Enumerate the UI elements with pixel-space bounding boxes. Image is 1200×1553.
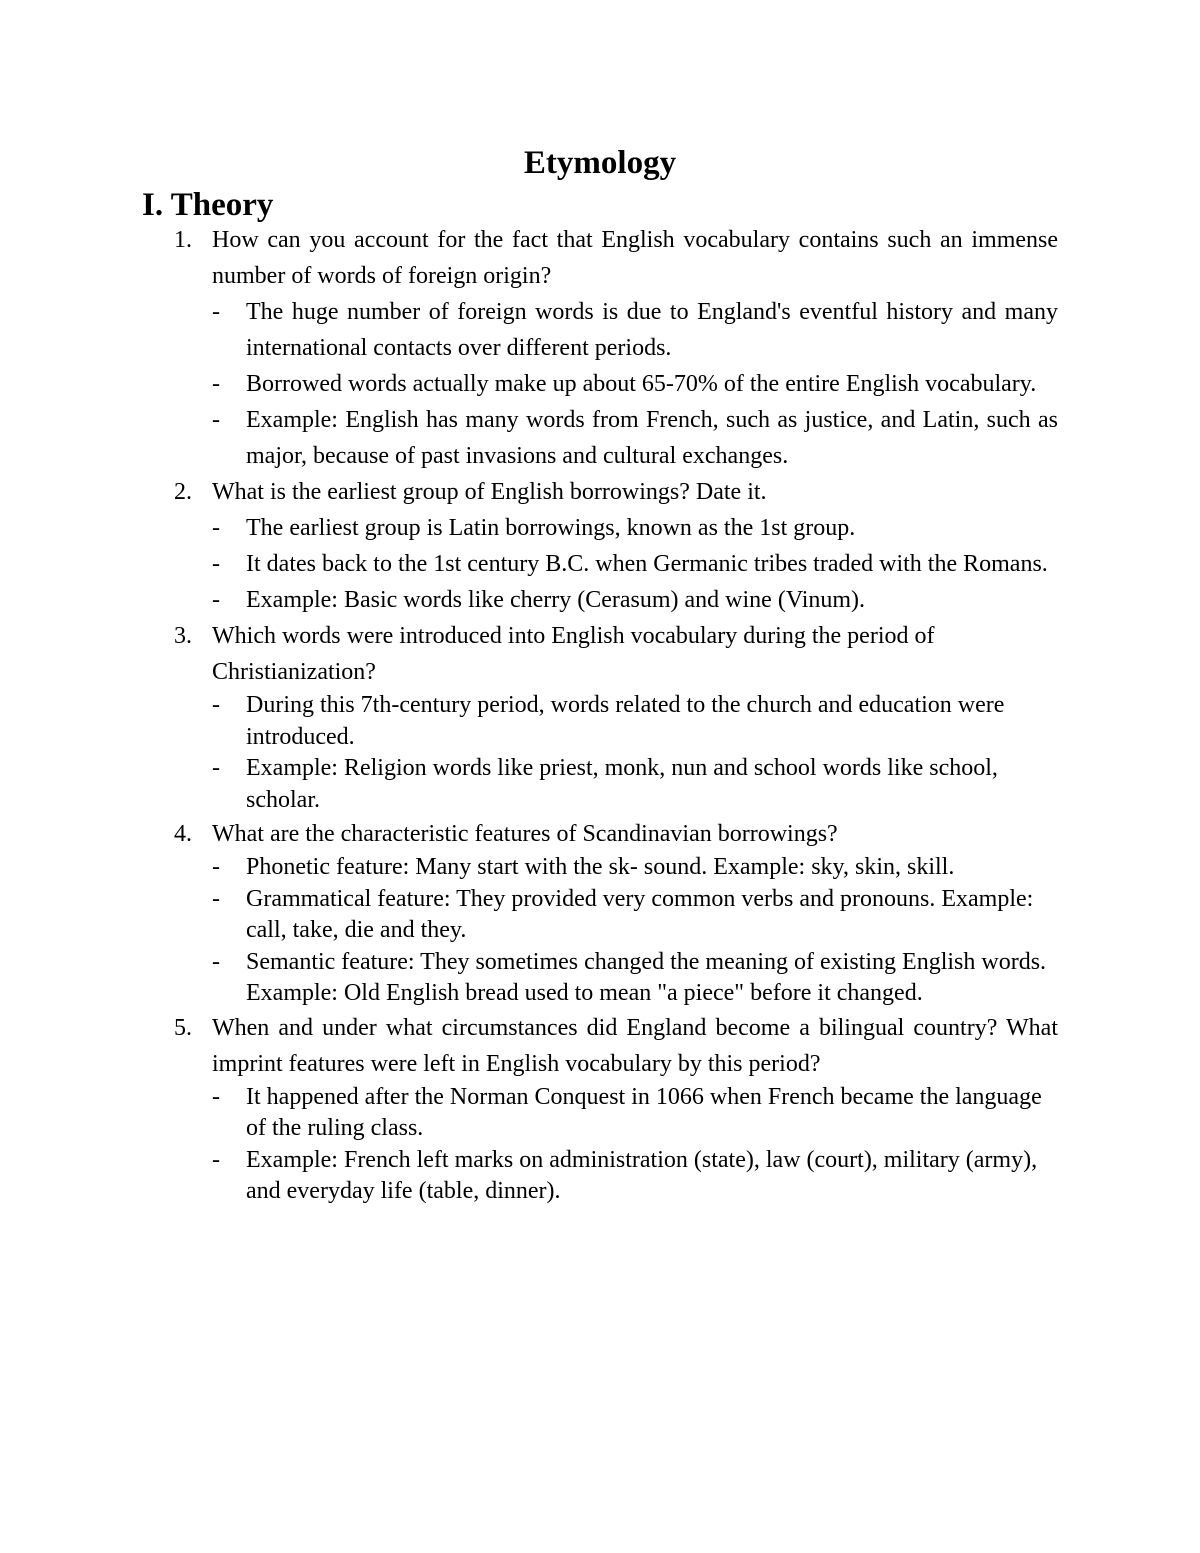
answer-item (212, 753, 1058, 816)
answer-text: Example: Basic words like cherry (Cerasum) and wine (Vinum). (246, 587, 866, 613)
answer-item (212, 294, 1058, 366)
answer-text: The huge number of foreign words is due to England's eventful history and many international contacts over different periods. (246, 299, 1058, 361)
answer-list (212, 294, 1058, 474)
answer-text: It dates back to the 1st century B.C. when Germanic tribes traded with the Romans. (246, 551, 1048, 577)
answer-list (212, 852, 1058, 1010)
question-text: When and under what circumstances did England become a bilingual country? What imprint features were left in English vocabulary by this period? (212, 1014, 1058, 1077)
bullet-dash: - (212, 1146, 220, 1173)
answer-list (212, 690, 1058, 816)
question-text: How can you account for the fact that English vocabulary contains such an immense number of words of foreign origin? (212, 227, 1058, 289)
bullet-dash: - (212, 692, 220, 718)
answer-text: Example: French left marks on administration (state), law (court), military (army), and everyday life (table, dinner). (246, 1146, 1038, 1204)
answer-text: During this 7th-century period, words related to the church and education were introduced. (246, 692, 1005, 750)
answer-item (212, 1145, 1058, 1208)
bullet-dash: - (212, 515, 220, 541)
answer-text: It happened after the Norman Conquest in 1066 when French became the language of the ruling class. (246, 1083, 1042, 1141)
answer-text: The earliest group is Latin borrowings, known as the 1st group. (246, 515, 856, 541)
answer-text: Semantic feature: They sometimes changed the meaning of existing English words. Example: Old English bread used to mean "a piece" before it changed. (246, 948, 1047, 1006)
question-item (0, 816, 1058, 1010)
answer-item (212, 546, 1058, 582)
question-number: 3. (174, 623, 192, 649)
answer-list (212, 1082, 1058, 1208)
question-item (0, 1010, 1058, 1208)
bullet-dash: - (212, 948, 220, 975)
answer-item (212, 947, 1058, 1010)
answer-item (212, 366, 1058, 402)
question-number: 5. (174, 1014, 192, 1041)
question-text: What is the earliest group of English borrowings? Date it. (212, 479, 767, 505)
question-text: Which words were introduced into English vocabulary during the period of Christianization? (212, 623, 935, 685)
bullet-dash: - (212, 755, 220, 781)
bullet-dash: - (212, 587, 220, 613)
bullet-dash: - (212, 551, 220, 577)
bullet-dash: - (212, 1083, 220, 1110)
answer-item (212, 884, 1058, 947)
question-number: 4. (174, 821, 192, 847)
answer-item (212, 852, 1058, 884)
bullet-dash: - (212, 885, 220, 912)
document-title: Etymology (523, 145, 677, 181)
question-text: What are the characteristic features of Scandinavian borrowings? (212, 821, 838, 847)
bullet-dash: - (212, 299, 220, 325)
answer-text: Borrowed words actually make up about 65-70% of the entire English vocabulary. (246, 371, 1037, 397)
question-item (0, 618, 1058, 816)
bullet-dash: - (212, 371, 220, 397)
answer-item (212, 510, 1058, 546)
question-item (0, 222, 1058, 474)
bullet-dash: - (212, 407, 220, 433)
section-heading: I. Theory (142, 187, 274, 223)
answer-item (212, 582, 1058, 618)
question-number: 2. (174, 479, 192, 505)
answer-text: Example: Religion words like priest, monk, nun and school words like school, scholar. (246, 755, 998, 813)
answer-item (212, 1082, 1058, 1145)
question-item (0, 474, 1058, 618)
answer-list (212, 510, 1058, 618)
question-number: 1. (174, 227, 192, 253)
answer-text: Phonetic feature: Many start with the sk- sound. Example: sky, skin, skill. (246, 854, 955, 880)
bullet-dash: - (212, 854, 220, 880)
answer-item (212, 402, 1058, 474)
answer-text: Grammatical feature: They provided very common verbs and pronouns. Example: call, take, die and they. (246, 885, 1034, 943)
question-list (0, 222, 1200, 1208)
answer-item (212, 690, 1058, 753)
answer-text: Example: English has many words from French, such as justice, and Latin, such as major, because of past invasions and cultural exchanges. (246, 407, 1058, 469)
